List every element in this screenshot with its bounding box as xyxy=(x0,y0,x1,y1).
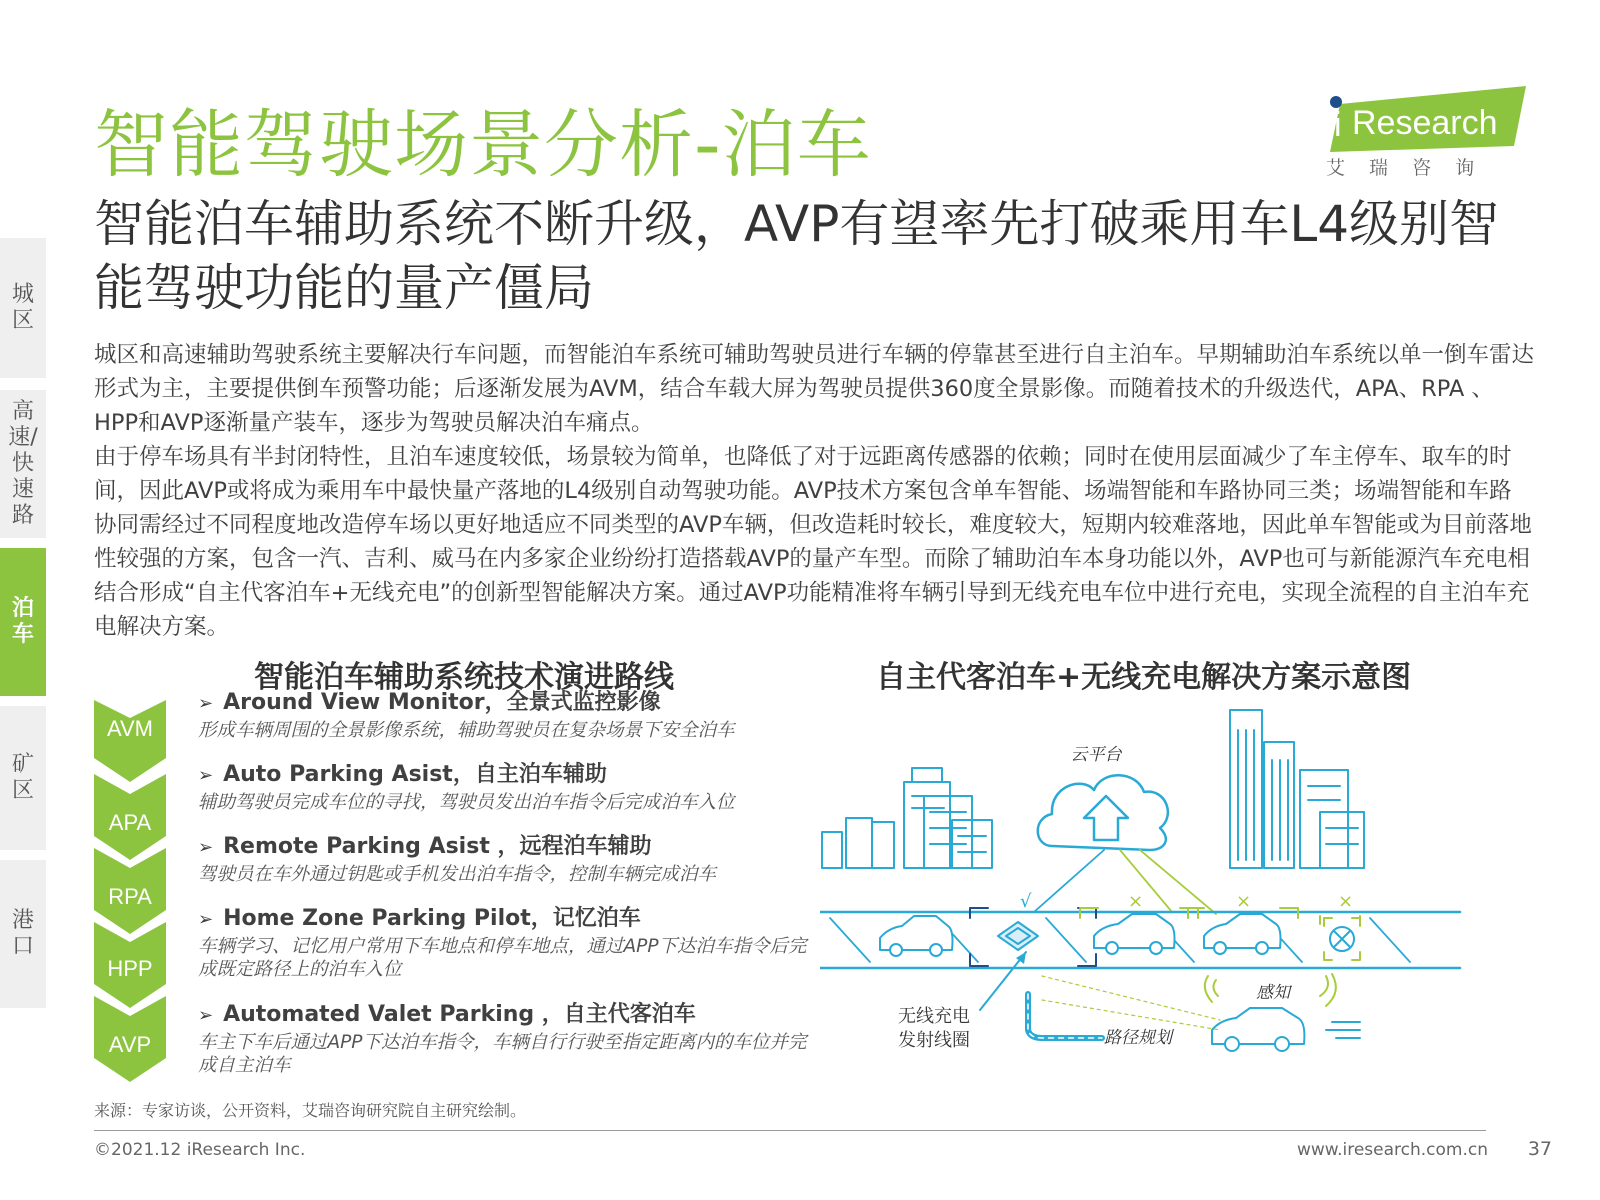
copyright: ©2021.12 iResearch Inc. xyxy=(94,1140,306,1160)
parked-car-1-icon xyxy=(880,916,953,956)
page-title: 智能驾驶场景分析-泊车 xyxy=(94,102,872,188)
stage-abbr-rpa: RPA xyxy=(108,884,152,909)
logo-research: Research xyxy=(1352,104,1498,142)
stage-abbr-hpp: HPP xyxy=(107,956,153,981)
charging-pad-icon xyxy=(998,922,1038,950)
logo-chinese: 艾 瑞 咨 询 xyxy=(1326,157,1484,179)
stage-apa-name: Auto Parking Asist，自主泊车辅助 xyxy=(223,762,607,787)
right-buildings-icon xyxy=(1230,710,1364,868)
footer-divider xyxy=(94,1130,1486,1131)
arrow-bullet-icon: ➢ xyxy=(198,837,214,858)
stage-hpp-desc: 车辆学习、记忆用户常用下车地点和停车地点，通过APP下达泊车指令后完成既定路径上的泊车入位 xyxy=(198,936,807,980)
stage-avm xyxy=(198,688,818,742)
parked-car-2-icon xyxy=(1094,914,1175,954)
source-note: 来源：专家访谈，公开资料，艾瑞咨询研究院自主研究绘制。 xyxy=(94,1101,527,1120)
sensing-car-icon xyxy=(1212,1008,1304,1051)
stage-avm-name: Around View Monitor，全景式监控影像 xyxy=(223,690,661,715)
stage-hpp-name: Home Zone Parking Pilot，记忆泊车 xyxy=(223,906,641,931)
logo-i: i xyxy=(1334,106,1342,144)
stage-abbr-avp: AVP xyxy=(108,1032,152,1057)
page-subtitle: 智能泊车辅助系统不断升级，AVP有望率先打破乘用车L4级别智能驾驶功能的量产僵局 xyxy=(94,195,1500,317)
label-coil-line2: 发射线圈 xyxy=(898,1030,970,1051)
body-paragraph-1: 城区和高速辅助驾驶系统主要解决行车问题，而智能泊车系统可辅助驾驶员进行车辆的停靠甚至进行自主泊车。早期辅助泊车系统以单一倒车雷达形式为主，主要提供倒车预警功能；后逐渐发展为AVM，结合车载大屏为驾驶员提供360度全景影像。而随着技术的升级迭代，APA、RPA 、HPP和AVP逐渐量产装车，逐步为驾驶员解决泊车痛点。 xyxy=(94,342,1535,436)
website-link[interactable]: www.iresearch.com.cn xyxy=(1296,1140,1488,1160)
side-tab-port[interactable]: 港口 xyxy=(0,860,46,1008)
body-text xyxy=(94,338,1534,644)
slot-cross-3-icon: × xyxy=(1338,891,1354,912)
slot-check-icon: √ xyxy=(1020,891,1032,912)
stage-avm-desc: 形成车辆周围的全景影像系统，辅助驾驶员在复杂场景下安全泊车 xyxy=(198,720,735,741)
stage-rpa xyxy=(198,832,818,886)
right-section-title: 自主代客泊车+无线充电解决方案示意图 xyxy=(876,660,1412,695)
body-paragraph-2: 由于停车场具有半封闭特性，且泊车速度较低，场景较为简单，也降低了对于远距离传感器的依赖；同时在使用层面减少了车主停车、取车的时间，因此AVP或将成为乘用车中最快量产落地的L4级别自动驾驶功能。AVP技术方案包含单车智能、场端智能和车路协同三类；场端智能和车路协同需经过不同程度地改造停车场以更好地适应不同类型的AVP车辆，但改造耗时较长，难度较大，短期内较难落地，因此单车智能或为目前落地性较强的方案，包含一汽、吉利、威马在内多家企业纷纷打造搭载AVP的量产车型。而除了辅助泊车本身功能以外，AVP也可与新能源汽车充电相结合形成“自主代客泊车+无线充电”的创新型智能解决方案。通过AVP功能精准将车辆引导到无线充电车位中进行充电，实现全流程的自主泊车充电解决方案。 xyxy=(94,444,1532,640)
stage-rpa-name: Remote Parking Asist ，远程泊车辅助 xyxy=(223,834,652,859)
stage-hpp xyxy=(198,904,818,981)
avp-charging-diagram xyxy=(820,700,1520,1100)
label-sense: 感知 xyxy=(1256,983,1290,1003)
cloud-platform-icon xyxy=(1038,775,1168,850)
stage-avp-name: Automated Valet Parking ，自主代客泊车 xyxy=(223,1002,696,1027)
stage-avp-desc: 车主下车后通过APP下达泊车指令，车辆自行行驶至指定距离内的车位并完成自主泊车 xyxy=(198,1032,807,1076)
sensor-target-icon xyxy=(1324,918,1360,960)
label-cloud: 云平台 xyxy=(1070,745,1122,765)
arrow-bullet-icon: ➢ xyxy=(198,765,214,786)
side-tab-urban[interactable]: 城区 xyxy=(0,238,46,378)
arrow-bullet-icon: ➢ xyxy=(198,1005,214,1026)
slot-cross-2-icon: × xyxy=(1236,891,1252,912)
planned-path-line xyxy=(1028,994,1102,1038)
left-section-title: 智能泊车辅助系统技术演进路线 xyxy=(254,660,674,695)
stage-apa xyxy=(198,760,818,814)
stage-rpa-desc: 驾驶员在车外通过钥匙或手机发出泊车指令，控制车辆完成泊车 xyxy=(198,864,717,885)
side-tab-mining[interactable]: 矿区 xyxy=(0,706,46,850)
label-coil-line1: 无线充电 xyxy=(898,1006,970,1027)
left-buildings-icon xyxy=(822,768,992,868)
speed-lines-icon xyxy=(1326,1022,1360,1038)
iresearch-logo xyxy=(1326,86,1526,186)
side-tab-parking[interactable]: 泊车 xyxy=(0,548,46,696)
stage-abbr-apa: APA xyxy=(108,810,152,835)
stage-apa-desc: 辅助驾驶员完成车位的寻找，驾驶员发出泊车指令后完成泊车入位 xyxy=(198,792,735,813)
page-number: 37 xyxy=(1527,1138,1552,1160)
stage-avp xyxy=(198,1000,818,1077)
parked-car-3-icon xyxy=(1204,914,1281,954)
arrow-bullet-icon: ➢ xyxy=(198,909,214,930)
arrow-bullet-icon: ➢ xyxy=(198,693,214,714)
coil-pointer-arrow xyxy=(980,952,1026,1010)
side-tab-highway[interactable]: 高速/快速路 xyxy=(0,390,46,538)
slot-cross-1-icon: × xyxy=(1128,891,1144,912)
stage-abbr-avm: AVM xyxy=(106,716,154,741)
evolution-timeline xyxy=(94,690,814,1110)
label-path: 路径规划 xyxy=(1104,1028,1172,1048)
